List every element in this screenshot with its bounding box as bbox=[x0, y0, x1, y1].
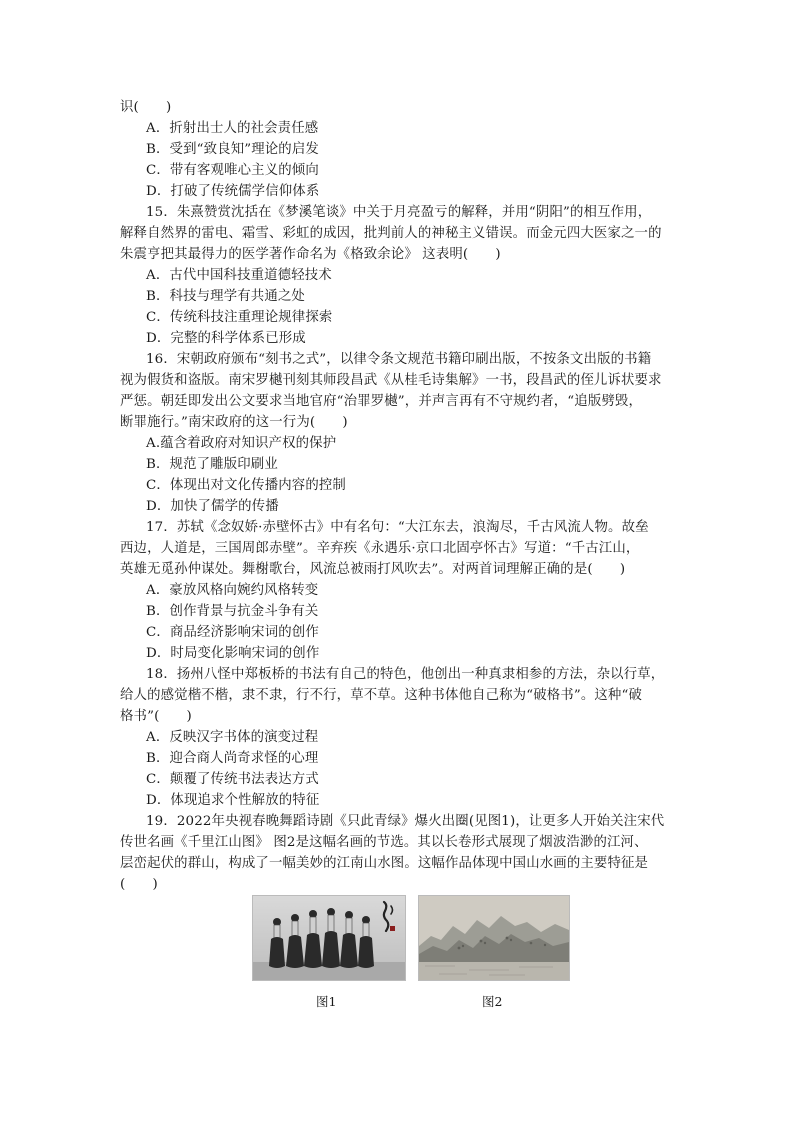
question-16-stem: 严惩。朝廷即发出公文要求当地官府“治罪罗樾”，并声言再有不守规约者，“追版劈毁， bbox=[120, 394, 642, 409]
figure-2-landscape-painting bbox=[418, 895, 570, 981]
option-c: C．颠覆了传统书法表达方式 bbox=[146, 772, 319, 787]
question-16-stem: 16．宋朝政府颁布“刻书之式”，以律令条文规范书籍印刷出版，不按条文出版的书籍 bbox=[146, 352, 652, 367]
question-18-stem: 18．扬州八怪中郑板桥的书法有自己的特色，他创出一种真隶相参的方法，杂以行草， bbox=[146, 667, 665, 682]
question-15-stem: 解释自然界的雷电、霜雪、彩虹的成因，批判前人的神秘主义错误。而金元四大医家之一的 bbox=[120, 226, 662, 241]
option-d: D．完整的科学体系已形成 bbox=[146, 331, 306, 346]
option-b: B．创作背景与抗金斗争有关 bbox=[146, 604, 319, 619]
question-19-stem: 传世名画《千里江山图》 图2是这幅名画的节选。其以长卷形式展现了烟波浩渺的江河、 bbox=[120, 835, 648, 850]
option-a: A．反映汉字书体的演变过程 bbox=[146, 730, 319, 745]
option-b: B．迎合商人尚奇求怪的心理 bbox=[146, 751, 319, 766]
dancers-image bbox=[253, 896, 405, 980]
option-a: A．折射出士人的社会责任感 bbox=[146, 121, 319, 136]
question-19-stem: ( ) bbox=[120, 877, 158, 892]
figure-2-caption: 图2 bbox=[482, 994, 503, 1009]
option-a: A.蕴含着政府对知识产权的保护 bbox=[146, 436, 337, 451]
question-18-stem: 给人的感觉楷不楷，隶不隶，行不行，草不草。这种书体他自己称为“破格书”。这种“破 bbox=[120, 688, 642, 703]
question-19-stem: 层峦起伏的群山，构成了一幅美妙的江南山水图。这幅作品体现中国山水画的主要特征是 bbox=[120, 856, 649, 871]
figure-1-caption: 图1 bbox=[316, 994, 337, 1009]
question-19-stem: 19．2022年央视春晚舞蹈诗剧《只此青绿》爆火出圈(见图1)，让更多人开始关注宋代 bbox=[146, 814, 665, 829]
figure-1-dance-photo bbox=[252, 895, 406, 981]
option-c: C．体现出对文化传播内容的控制 bbox=[146, 478, 346, 493]
option-d: D．时局变化影响宋词的创作 bbox=[146, 646, 320, 661]
option-a: A．古代中国科技重道德轻技术 bbox=[146, 268, 332, 283]
option-c: C．传统科技注重理论规律探索 bbox=[146, 310, 333, 325]
option-b: B．科技与理学有共通之处 bbox=[146, 289, 305, 304]
option-b: B．规范了雕版印刷业 bbox=[146, 457, 278, 472]
option-b: B．受到“致良知”理论的启发 bbox=[146, 142, 319, 157]
question-15-stem: 朱震亨把其最得力的医学著作命名为《格致余论》 这表明( ) bbox=[120, 247, 501, 262]
option-d: D．打破了传统儒学信仰体系 bbox=[146, 184, 320, 199]
question-17-stem: 英雄无觅孙仲谋处。舞榭歌台，风流总被雨打风吹去”。对两首词理解正确的是( ) bbox=[120, 562, 626, 577]
text-line: 识( ) bbox=[120, 100, 172, 115]
question-18-stem: 格书”( ) bbox=[120, 709, 192, 724]
question-16-stem: 断罪施行。”南宋政府的这一行为( ) bbox=[120, 415, 348, 430]
landscape-image bbox=[419, 896, 569, 980]
option-a: A．豪放风格向婉约风格转变 bbox=[146, 583, 319, 598]
option-d: D．体现追求个性解放的特征 bbox=[146, 793, 320, 808]
question-15-stem: 15．朱熹赞赏沈括在《梦溪笔谈》中关于月亮盈亏的解释，并用“阴阳”的相互作用， bbox=[146, 205, 652, 220]
question-16-stem: 视为假货和盗版。南宋罗樾刊刻其师段昌武《从桂毛诗集解》一书，段昌武的侄儿诉状要求 bbox=[120, 373, 662, 388]
question-17-stem: 17．苏轼《念奴娇·赤壁怀古》中有名句：“大江东去，浪淘尽，千古风流人物。故垒 bbox=[146, 520, 649, 535]
question-17-stem: 西边，人道是，三国周郎赤壁”。辛弃疾《永遇乐·京口北固亭怀古》写道：“千古江山， bbox=[120, 541, 640, 556]
option-c: C．带有客观唯心主义的倾向 bbox=[146, 163, 319, 178]
option-d: D．加快了儒学的传播 bbox=[146, 499, 279, 514]
option-c: C．商品经济影响宋词的创作 bbox=[146, 625, 319, 640]
